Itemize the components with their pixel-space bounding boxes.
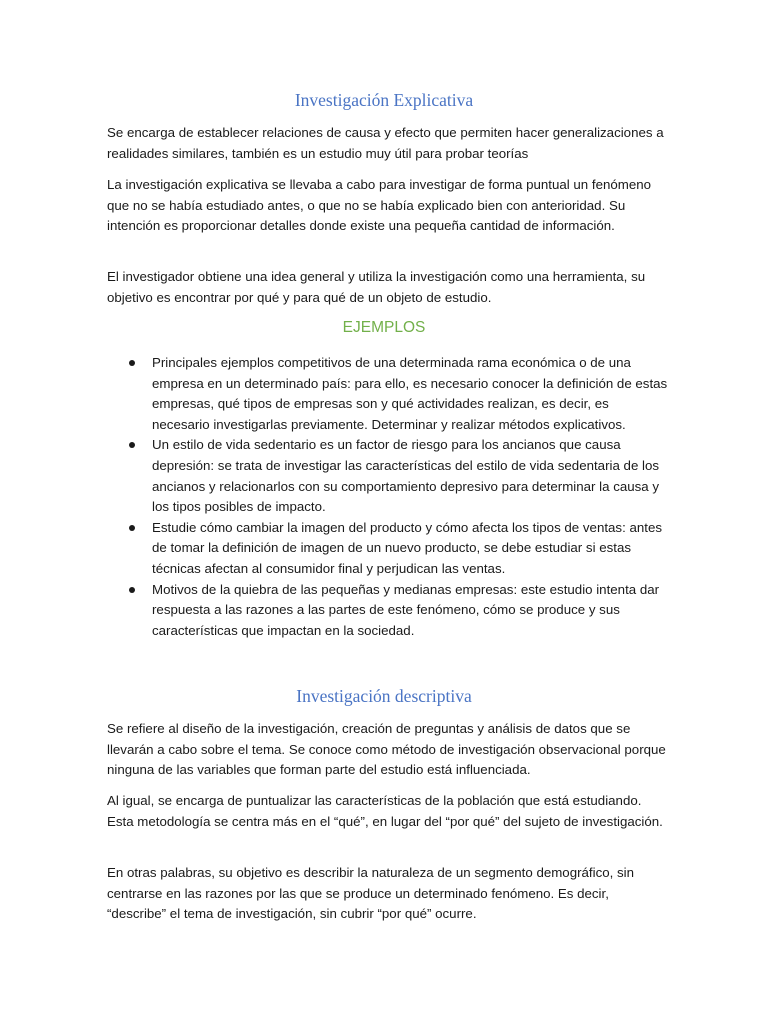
list-item-text: Principales ejemplos competitivos de una determinada rama económica o de una empresa en un determinado país: para ello, es necesario conocer la definición de estas empresas, qué tipos de empresas son y qué actividades realizan, es decir, es necesario investigarlas previamente. Determinar y realizar métodos explicativos. <box>152 355 668 432</box>
section-title-explicativa: Investigación Explicativa <box>294 90 474 110</box>
list-item <box>107 580 668 642</box>
list-item-text: Motivos de la quiebra de las pequeñas y medianas empresas: este estudio intenta dar respuesta a las razones a las partes de este fenómeno, cómo se produce y sus características que impactan en la sociedad. <box>152 581 660 638</box>
paragraph-1: Se encarga de establecer relaciones de causa y efecto que permiten hacer generalizaciones a realidades similares, también es un estudio muy útil para probar teorías <box>107 125 664 161</box>
list-item-text: Un estilo de vida sedentario es un factor de riesgo para los ancianos que causa depresión: se trata de investigar las características del estilo de vida sedentaria de los ancianos y relacionarlos con su comportamiento depresivo para determinar la causa y los tipos posibles de impacto. <box>152 437 660 515</box>
bullet-icon <box>129 360 135 366</box>
examples-list <box>107 353 668 641</box>
section-title-descriptiva: Investigación descriptiva <box>296 686 472 706</box>
paragraph-6: En otras palabras, su objetivo es describir la naturaleza de un segmento demográfico, sin centrarse en las razones por las que se produce un determinado fenómeno. Es decir, “describe” el tema de investigación, sin cubrir “por qué” ocurre. <box>107 865 634 922</box>
list-item-text: Estudie cómo cambiar la imagen del producto y cómo afecta los tipos de ventas: antes de tomar la definición de imagen de un nuevo producto, se debe estudiar si estas técnicas afectan al consumidor final y perjudican las ventas. <box>152 519 662 576</box>
bullet-icon <box>129 442 135 448</box>
paragraph-2: La investigación explicativa se llevaba a cabo para investigar de forma puntual un fenómeno que no se había estudiado antes, o que no se había explicado bien con anterioridad. Su intención es proporcionar detalles donde existe una pequeña cantidad de información. <box>107 177 652 234</box>
paragraph-3: El investigador obtiene una idea general y utiliza la investigación como una herramienta, su objetivo es encontrar por qué y para qué de un objeto de estudio. <box>107 269 646 305</box>
bullet-icon <box>129 525 135 531</box>
list-item <box>107 353 668 435</box>
list-item <box>107 518 668 580</box>
paragraph-4: Se refiere al diseño de la investigación, creación de preguntas y análisis de datos que se llevarán a cabo sobre el tema. Se conoce como método de investigación observacional porque ninguna de las variables que forman parte del estudio está influenciada. <box>107 721 666 778</box>
paragraph-5: Al igual, se encarga de puntualizar las características de la población que está estudiando. Esta metodología se centra más en el “qué”, en lugar del “por qué” del sujeto de investigación. <box>107 793 663 829</box>
examples-heading: EJEMPLOS <box>342 319 426 336</box>
bullet-icon <box>129 587 135 593</box>
list-item <box>107 435 668 517</box>
